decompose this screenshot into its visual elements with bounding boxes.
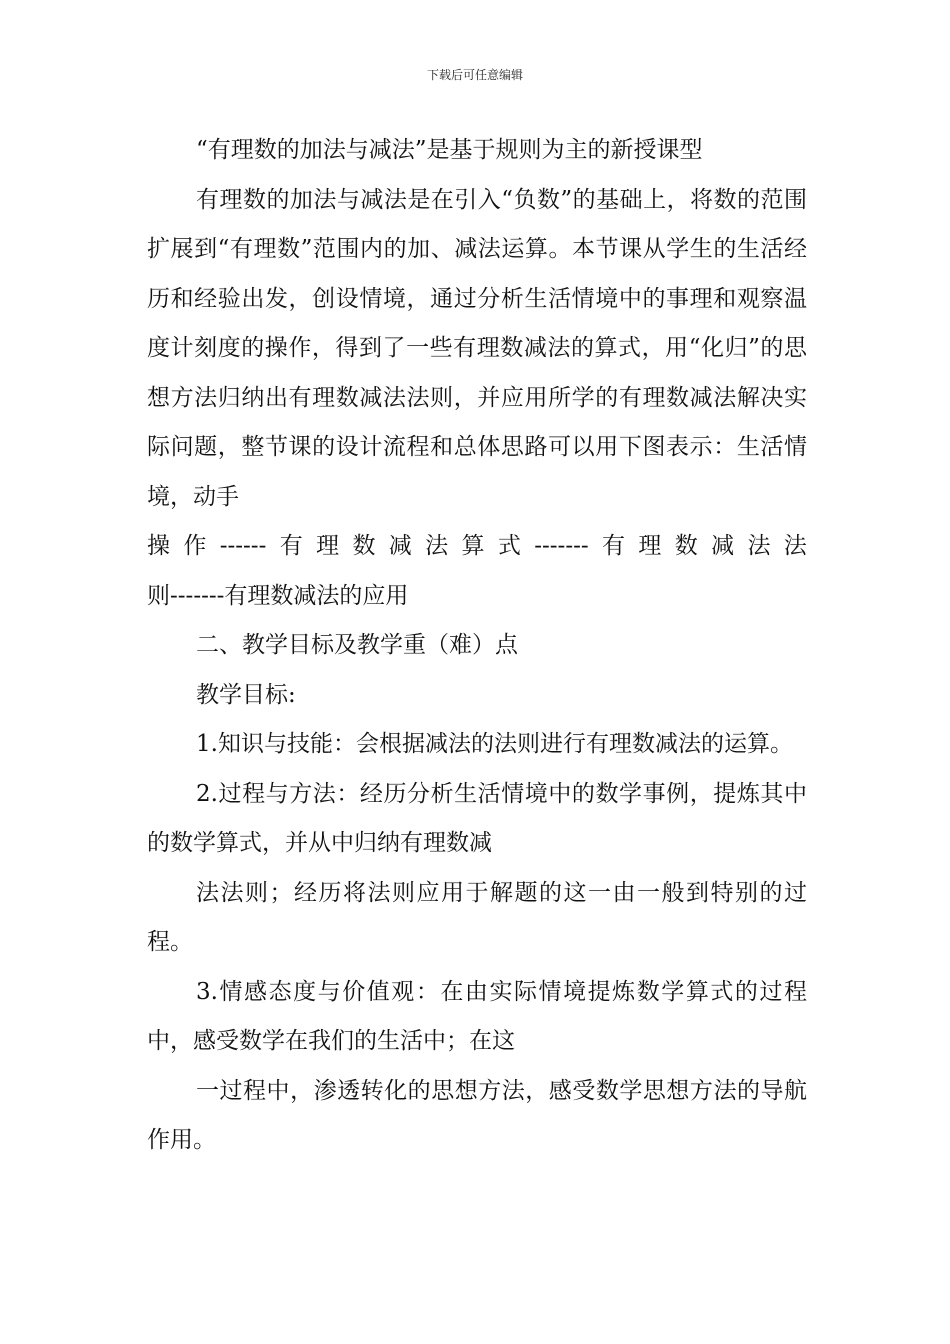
flow-char: 法 [425,533,449,559]
flow-char: 法 [783,533,807,559]
intro-paragraph: 有理数的加法与减法是在引入“负数”的基础上，将数的范围扩展到“有理数”范围内的加、减法运算。本节课从学生的生活经历和经验出发，创设情境，通过分析生活情境中的事理和观察温度计刻度的操作，得到了一些有理数减法的算式，用“化归”的思想方法归纳出有理数减法法则，并应用所学的有理数减法解决实际问题，整节课的设计流程和总体思路可以用下图表示：生活情境，动手 [147,186,807,510]
flow-char: 有 [602,533,625,559]
flow-end-line: 则-------有理数减法的应用 [147,582,409,609]
document-title: “有理数的加法与减法”是基于规则为主的新授课型 [196,137,703,163]
objectives-label: 教学目标: [196,681,296,708]
flow-dash: ------ [219,533,267,559]
section-heading: 二、教学目标及教学重（难）点 [196,632,518,658]
flow-char: 算 [461,533,485,559]
flow-char: 数 [674,533,698,559]
header-note: 下载后可任意编辑 [426,68,523,82]
flow-char: 作 [183,533,207,559]
flow-char: 理 [316,533,340,559]
flow-char: 减 [388,533,412,559]
flow-char: 式 [497,533,521,559]
flow-dash: ------- [534,533,589,559]
objective-attitude-part2: 一过程中，渗透转化的思想方法，感受数学思想方法的导航作用。 [147,1077,807,1153]
flow-char: 理 [638,533,662,559]
objective-process-part1: 2.过程与方法：经历分析生活情境中的数学事例，提炼其中的数学算式，并从中归纳有理数减 [147,780,807,856]
objective-knowledge: 1.知识与技能：会根据减法的法则进行有理数减法的运算。 [196,731,793,757]
objective-attitude-part1: 3.情感态度与价值观：在由实际情境提炼数学算式的过程中，感受数学在我们的生活中；在这 [147,978,807,1054]
flow-char: 数 [352,533,376,559]
flow-char: 法 [747,533,771,559]
flow-char: 减 [711,533,735,559]
flow-char: 有 [279,533,303,559]
flow-char: 操 [147,533,170,559]
document-body [147,126,807,1166]
flow-line [147,522,807,572]
objective-process-part2: 法法则；经历将法则应用于解题的这一由一般到特别的过程。 [147,879,807,955]
